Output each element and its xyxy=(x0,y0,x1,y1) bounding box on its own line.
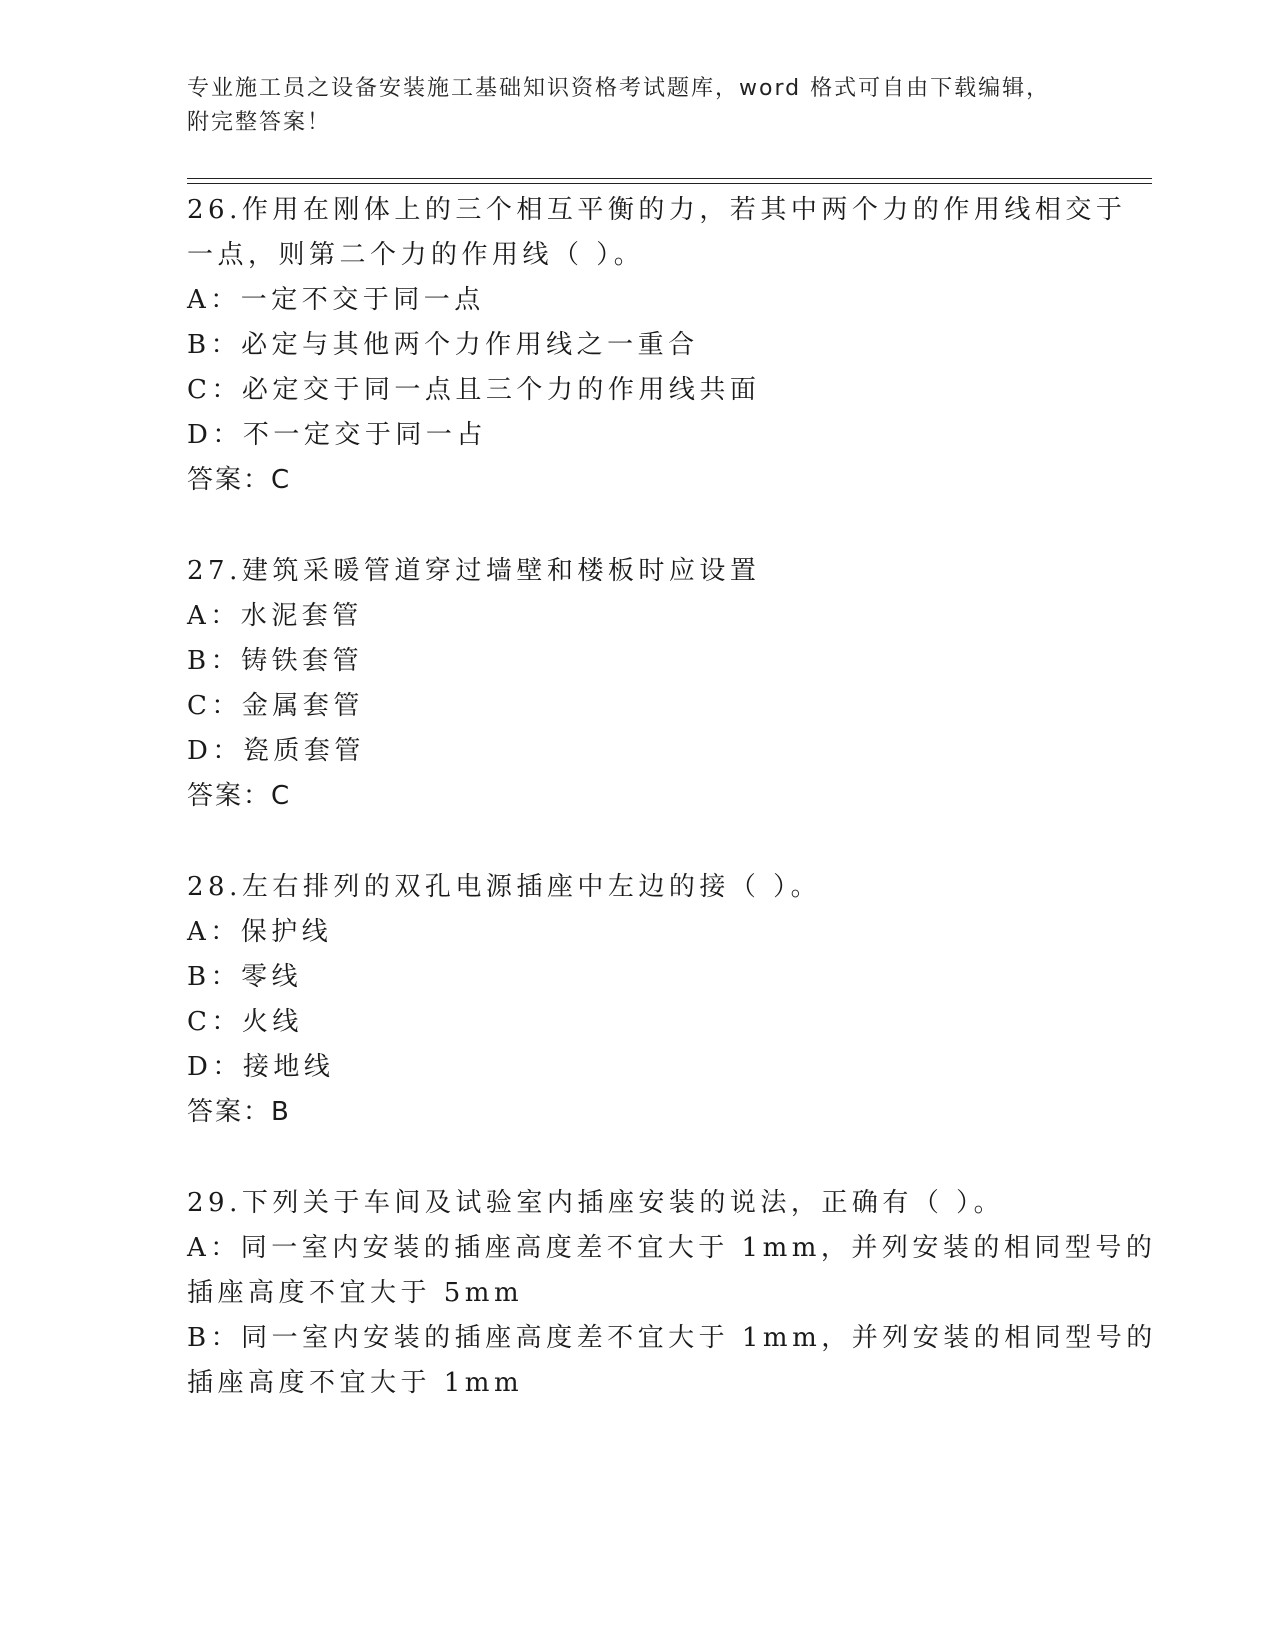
option-b: 插座高度不宜大于 1mm xyxy=(187,1368,524,1398)
option-a: A：保护线 xyxy=(187,917,333,947)
header-line-2: 附完整答案！ xyxy=(187,110,332,135)
question-stem: 28.左右排列的双孔电源插座中左边的接（ ）。 xyxy=(187,872,822,902)
option-a: 插座高度不宜大于 5mm xyxy=(187,1278,524,1308)
option-a: A：水泥套管 xyxy=(187,601,363,631)
question-spacer xyxy=(187,819,1087,865)
question-stem: 一点，则第二个力的作用线（ ）。 xyxy=(187,240,645,270)
answer-line: 答案：C xyxy=(187,465,292,495)
option-c: C：火线 xyxy=(187,1007,303,1037)
question-spacer xyxy=(187,1135,1087,1181)
question-stem: 27.建筑采暖管道穿过墙壁和楼板时应设置 xyxy=(187,556,761,586)
document-header xyxy=(187,72,1067,140)
question-stem: 26.作用在刚体上的三个相互平衡的力，若其中两个力的作用线相交于 xyxy=(187,195,1127,225)
question-block xyxy=(187,549,1087,819)
option-c: C：必定交于同一点且三个力的作用线共面 xyxy=(187,375,761,405)
question-block xyxy=(187,865,1087,1135)
header-rule-top xyxy=(187,178,1152,179)
option-b: B：铸铁套管 xyxy=(187,646,364,676)
option-d: D：不一定交于同一占 xyxy=(187,420,487,450)
option-d: D：瓷质套管 xyxy=(187,736,365,766)
answer-line: 答案：C xyxy=(187,781,292,811)
option-d: D：接地线 xyxy=(187,1052,335,1082)
option-c: C：金属套管 xyxy=(187,691,364,721)
question-block xyxy=(187,1181,1157,1406)
question-block xyxy=(187,188,1127,503)
option-a: A：同一室内安装的插座高度差不宜大于 1mm，并列安装的相同型号的 xyxy=(187,1233,1157,1263)
question-list xyxy=(187,188,1157,1406)
option-b: B：零线 xyxy=(187,962,303,992)
option-a: A：一定不交于同一点 xyxy=(187,285,485,315)
header-line-1: 专业施工员之设备安装施工基础知识资格考试题库，word 格式可自由下载编辑， xyxy=(187,76,1051,101)
question-stem: 29.下列关于车间及试验室内插座安装的说法，正确有（ ）。 xyxy=(187,1188,1005,1218)
option-b: B：必定与其他两个力作用线之一重合 xyxy=(187,330,699,360)
option-b: B：同一室内安装的插座高度差不宜大于 1mm，并列安装的相同型号的 xyxy=(187,1323,1157,1353)
answer-line: 答案：B xyxy=(187,1097,291,1127)
question-spacer xyxy=(187,503,1087,549)
header-rule-bottom xyxy=(187,183,1152,184)
